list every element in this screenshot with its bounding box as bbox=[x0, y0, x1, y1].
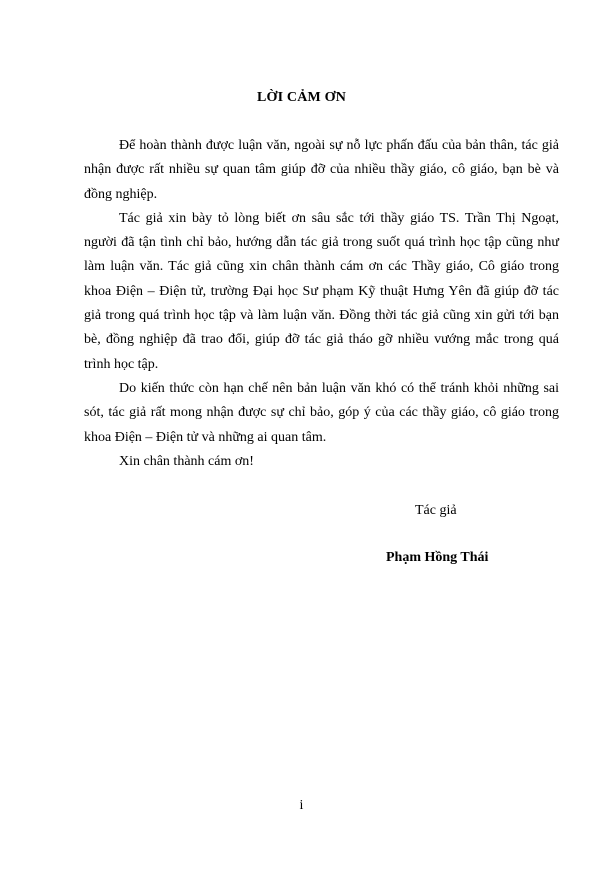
paragraph: Để hoàn thành được luận văn, ngoài sự nỗ lực phấn đấu của bản thân, tác giả nhận được rất nhiều sự quan tâm giúp đỡ của nhiều thầy giáo, cô giáo, bạn bè và đồng nghiệp. bbox=[84, 138, 559, 202]
paragraph: Xin chân thành cám ơn! bbox=[119, 453, 254, 469]
author-name: Phạm Hồng Thái bbox=[386, 550, 489, 565]
paragraph: Tác giả xin bày tỏ lòng biết ơn sâu sắc tới thầy giáo TS. Trần Thị Ngoạt, người đã tận tình chỉ bảo, hướng dẫn tác giả trong suốt quá trình học tập cũng như làm luận văn. Tác giả cũng xin chân thành cám ơn các Thầy giáo, Cô giáo trong khoa Điện – Điện tử, trường Đại học Sư phạm Kỹ thuật Hưng Yên đã giúp đỡ tác giả trong quá trình học tập và làm luận văn. Đồng thời tác giả cũng xin gửi tới bạn bè, đồng nghiệp đã trao đổi, giúp đỡ tác giả tháo gỡ nhiều vướng mắc trong quá trình học tập. bbox=[84, 210, 559, 372]
paragraph: Do kiến thức còn hạn chế nên bản luận văn khó có thể tránh khỏi những sai sót, tác giả rất mong nhận được sự chỉ bảo, góp ý của các thầy giáo, cô giáo trong khoa Điện – Điện tử và những ai quan tâm. bbox=[84, 380, 559, 445]
page-title: LỜI CẢM ƠN bbox=[256, 90, 347, 105]
acknowledgement-body bbox=[84, 134, 559, 474]
author-label: Tác giả bbox=[415, 503, 457, 518]
page-number: i bbox=[299, 798, 304, 813]
